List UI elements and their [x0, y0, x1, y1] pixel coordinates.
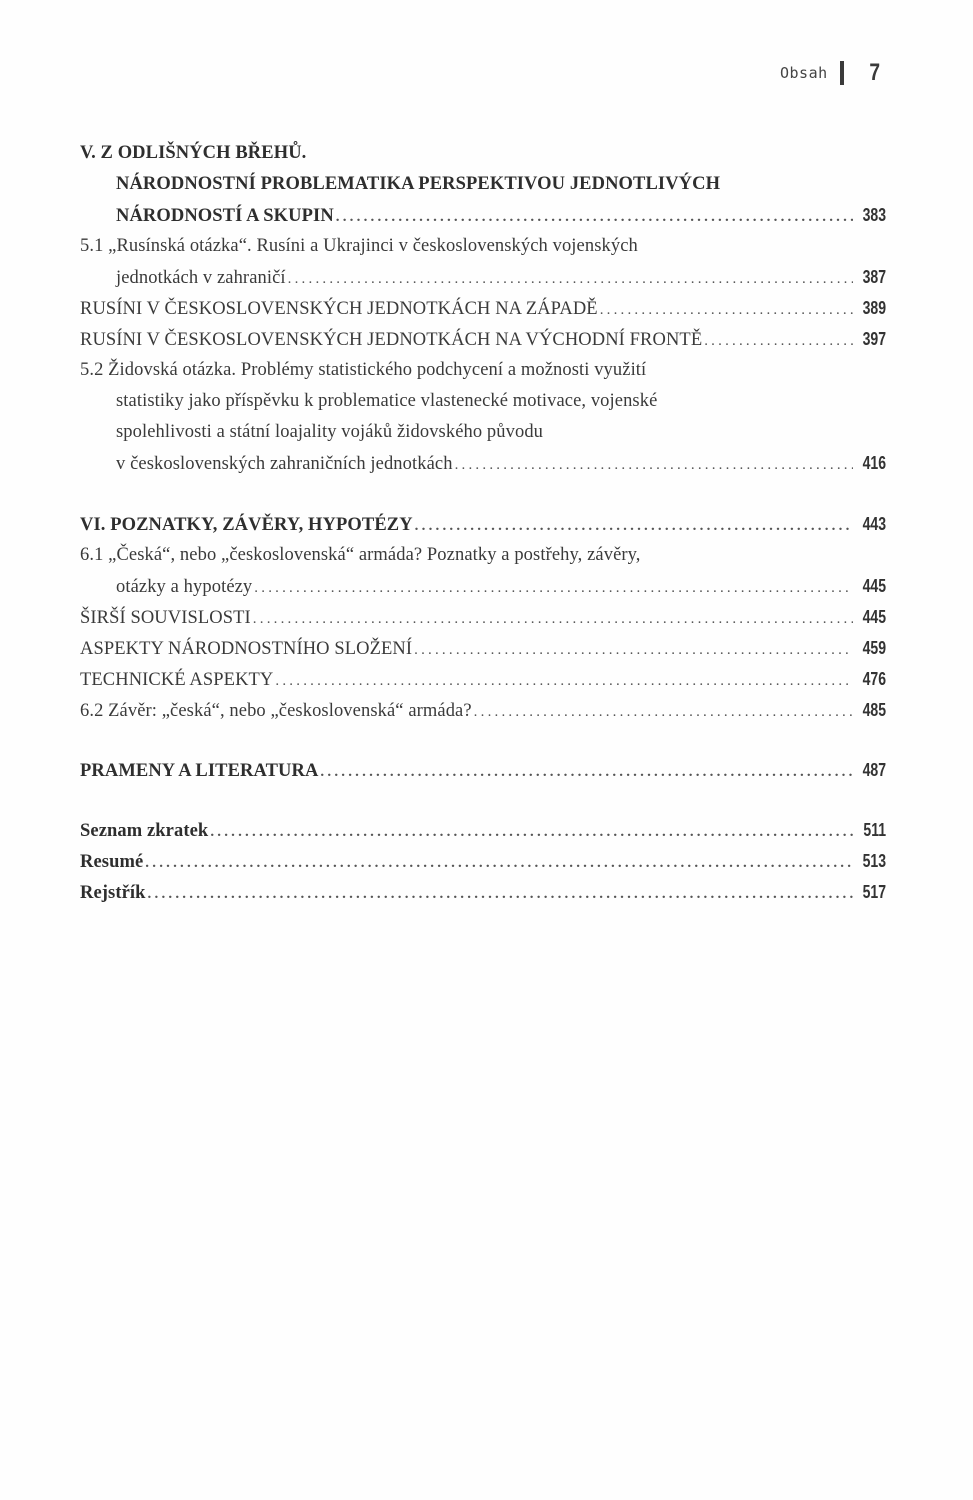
toc-wider-entry[interactable] [80, 602, 886, 633]
running-head-section: Obsah [779, 64, 828, 82]
toc-5-1-entry[interactable] [80, 262, 886, 293]
toc-part-v-title-2: NÁRODNOSTNÍ PROBLEMATIKA PERSPEKTIVOU JEDNOTLIVÝCH [116, 174, 721, 194]
toc-page-number: 387 [862, 267, 886, 287]
toc-leader-dots [455, 450, 853, 481]
toc-leader-dots [254, 573, 853, 604]
table-of-contents [80, 138, 886, 908]
toc-page-number: 517 [862, 882, 886, 902]
toc-leader-dots [148, 879, 853, 910]
toc-leader-dots [414, 635, 853, 666]
toc-page-number: 485 [862, 700, 886, 720]
toc-leader-dots [275, 666, 853, 697]
toc-6-1-line-1: 6.1 „Česká“, nebo „československá“ armáda? Poznatky a postřehy, závěry, [80, 545, 641, 565]
toc-entry-title: Rejstřík [80, 883, 146, 903]
toc-entry-title: Resumé [80, 852, 144, 872]
toc-5-2-entry[interactable] [80, 448, 886, 479]
toc-entry-title: jednotkách v zahraničí [116, 268, 286, 288]
toc-entry-title: TECHNICKÉ ASPEKTY [80, 670, 274, 690]
toc-entry-title: RUSÍNI V ČESKOSLOVENSKÝCH JEDNOTKÁCH NA VÝCHODNÍ FRONTĚ [80, 330, 703, 350]
toc-entry-title: ASPEKTY NÁRODNOSTNÍHO SLOŽENÍ [80, 639, 413, 659]
toc-leader-dots [474, 697, 853, 728]
toc-5-2-line-3: spolehlivosti a státní loajality vojáků židovského původu [116, 422, 544, 442]
toc-part-v-entry[interactable] [80, 200, 886, 231]
toc-technical-entry[interactable] [80, 664, 886, 695]
toc-leader-dots [704, 326, 853, 357]
toc-leader-dots [288, 264, 853, 295]
toc-5-2-line-1: 5.2 Židovská otázka. Problémy statistického podchycení a možnosti využití [80, 360, 647, 380]
toc-entry-title: Seznam zkratek [80, 821, 209, 841]
toc-west-entry[interactable] [80, 293, 886, 324]
toc-entry-title: NÁRODNOSTÍ A SKUPIN [116, 206, 334, 226]
toc-resume-entry[interactable] [80, 846, 886, 877]
section-spacer [80, 786, 886, 815]
running-head [780, 58, 881, 88]
toc-page-number: 487 [862, 760, 886, 780]
toc-east-entry[interactable] [80, 324, 886, 355]
toc-entry-title: v československých zahraničních jednotkách [116, 454, 453, 474]
toc-6-1-entry[interactable] [80, 571, 886, 602]
section-spacer [80, 726, 886, 755]
toc-page-number: 397 [862, 329, 886, 349]
toc-sources-entry[interactable] [80, 755, 886, 786]
toc-page-number: 389 [862, 298, 886, 318]
toc-leader-dots [253, 604, 853, 635]
toc-page-number: 443 [862, 514, 886, 534]
toc-page-number: 416 [862, 453, 886, 473]
toc-entry-title: VI. POZNATKY, ZÁVĚRY, HYPOTÉZY [80, 515, 413, 535]
toc-national-entry[interactable] [80, 633, 886, 664]
page-number: 7 [868, 59, 880, 86]
toc-page-number: 383 [862, 205, 886, 225]
toc-entry-title: otázky a hypotézy [116, 577, 253, 597]
toc-page-number: 445 [862, 607, 886, 627]
toc-leader-dots [415, 511, 853, 542]
toc-entry-title: 6.2 Závěr: „česká“, nebo „československá“ armáda? [80, 701, 472, 721]
toc-entry-title: PRAMENY A LITERATURA [80, 761, 319, 781]
toc-part-vi-entry[interactable] [80, 509, 886, 540]
section-spacer [80, 479, 886, 509]
toc-page-number: 476 [862, 669, 886, 689]
toc-page-number: 511 [863, 820, 886, 840]
toc-page-number: 513 [862, 851, 886, 871]
toc-5-1-line-1: 5.1 „Rusínská otázka“. Rusíni a Ukrajinci v československých vojenských [80, 236, 638, 256]
toc-page-number: 445 [862, 576, 886, 596]
toc-page-number: 459 [862, 638, 886, 658]
toc-leader-dots [336, 202, 853, 233]
toc-leader-dots [145, 848, 853, 879]
toc-entry-title: RUSÍNI V ČESKOSLOVENSKÝCH JEDNOTKÁCH NA ZÁPADĚ [80, 299, 598, 319]
toc-abbrev-entry[interactable] [80, 815, 886, 846]
toc-part-v-title-1: V. Z ODLIŠNÝCH BŘEHŮ. [80, 143, 307, 163]
toc-leader-dots [600, 295, 853, 326]
toc-6-2-entry[interactable] [80, 695, 886, 726]
toc-leader-dots [320, 757, 853, 788]
toc-5-2-line-2: statistiky jako příspěvku k problematice vlastenecké motivace, vojenské [116, 391, 658, 411]
toc-leader-dots [210, 817, 854, 848]
toc-index-entry[interactable] [80, 877, 886, 908]
toc-entry-title: ŠIRŠÍ SOUVISLOSTI [80, 608, 251, 628]
running-head-divider [840, 61, 844, 85]
